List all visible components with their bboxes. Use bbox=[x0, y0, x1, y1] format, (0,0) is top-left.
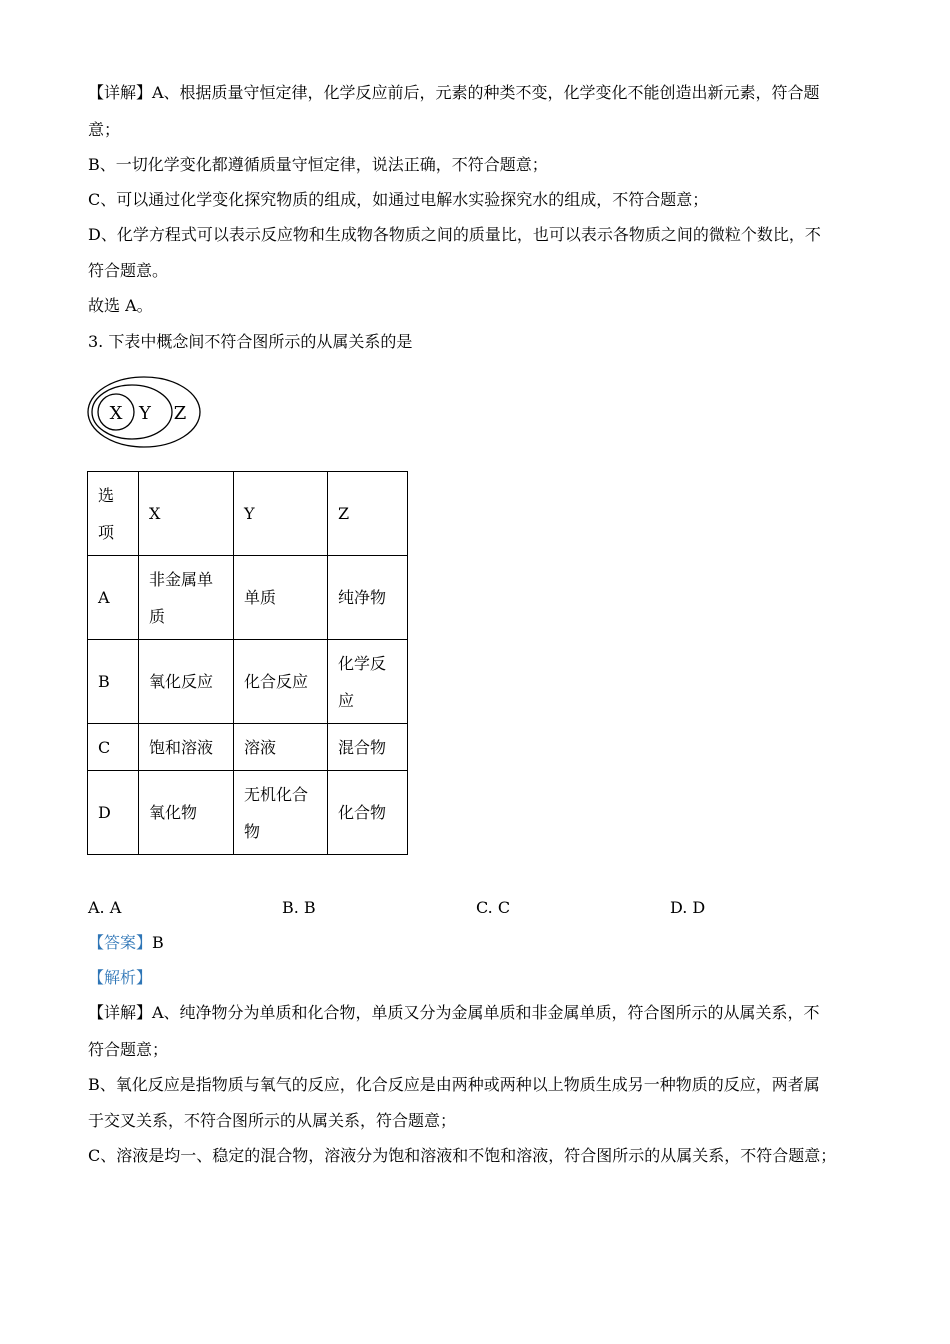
options-table bbox=[87, 471, 408, 855]
table-row bbox=[88, 771, 408, 855]
answer-value: B bbox=[152, 933, 164, 952]
answer-line bbox=[88, 933, 164, 953]
analysis-label: 【解析】 bbox=[88, 968, 153, 987]
table-cell: 单质 bbox=[234, 556, 328, 640]
table-cell: D bbox=[88, 771, 139, 855]
table-cell: C bbox=[88, 724, 139, 771]
table-cell: 溶液 bbox=[234, 724, 328, 771]
table-row bbox=[88, 640, 408, 724]
table-cell: A bbox=[88, 556, 139, 640]
paragraph-line: 符合题意。 bbox=[88, 261, 169, 280]
label-z: Z bbox=[173, 403, 187, 424]
paragraph-line: 【详解】A、纯净物分为单质和化合物，单质又分为金属单质和非金属单质，符合图所示的从属关系，不 bbox=[88, 1003, 820, 1022]
paragraph-line: C、溶液是均一、稳定的混合物，溶液分为饱和溶液和不饱和溶液，符合图所示的从属关系，不符合题意； bbox=[88, 1146, 837, 1165]
paragraph-line: B、一切化学变化都遵循质量守恒定律，说法正确，不符合题意； bbox=[88, 155, 548, 174]
choice-b: B. B bbox=[282, 898, 316, 917]
ellipse-y bbox=[92, 385, 172, 439]
paragraph-line: 于交叉关系，不符合图所示的从属关系，符合题意； bbox=[88, 1111, 457, 1130]
table-cell: 化合物 bbox=[328, 771, 408, 855]
table-cell: 选 项 bbox=[88, 472, 139, 556]
table-header-row bbox=[88, 472, 408, 556]
table-cell: 化合反应 bbox=[234, 640, 328, 724]
label-x: X bbox=[109, 403, 123, 424]
table-row bbox=[88, 724, 408, 771]
table-cell: 氧化物 bbox=[139, 771, 234, 855]
table-cell: 纯净物 bbox=[328, 556, 408, 640]
answer-label: 【答案】 bbox=[88, 933, 153, 952]
choice-c: C. C bbox=[476, 898, 511, 917]
paragraph-line: 【详解】A、根据质量守恒定律，化学反应前后，元素的种类不变，化学变化不能创造出新元素，符合题 bbox=[88, 83, 820, 102]
paragraph-line: 意； bbox=[88, 120, 121, 139]
table-cell: 化学反 应 bbox=[328, 640, 408, 724]
table-cell: 混合物 bbox=[328, 724, 408, 771]
table-row bbox=[88, 556, 408, 640]
table-cell: 氧化反应 bbox=[139, 640, 234, 724]
question-text: 3. 下表中概念间不符合图所示的从属关系的是 bbox=[88, 332, 413, 351]
table-cell: 饱和溶液 bbox=[139, 724, 234, 771]
table-cell: 无机化合 物 bbox=[234, 771, 328, 855]
paragraph-line: 故选 A。 bbox=[88, 296, 153, 315]
table-cell: Z bbox=[328, 472, 408, 556]
table-cell: B bbox=[88, 640, 139, 724]
label-y: Y bbox=[139, 403, 151, 424]
paragraph-line: 符合题意； bbox=[88, 1040, 169, 1059]
paragraph-line: C、可以通过化学变化探究物质的组成，如通过电解水实验探究水的组成，不符合题意； bbox=[88, 190, 709, 209]
nested-ellipse-diagram bbox=[86, 375, 206, 450]
choice-d: D. D bbox=[670, 898, 706, 917]
table-cell: 非金属单 质 bbox=[139, 556, 234, 640]
paragraph-line: B、氧化反应是指物质与氧气的反应，化合反应是由两种或两种以上物质生成另一种物质的反应，两者属 bbox=[88, 1075, 820, 1094]
table-cell: X bbox=[139, 472, 234, 556]
paragraph-line: D、化学方程式可以表示反应物和生成物各物质之间的质量比，也可以表示各物质之间的微粒个数比，不 bbox=[88, 225, 821, 244]
table-cell: Y bbox=[234, 472, 328, 556]
choice-a: A. A bbox=[88, 898, 122, 917]
